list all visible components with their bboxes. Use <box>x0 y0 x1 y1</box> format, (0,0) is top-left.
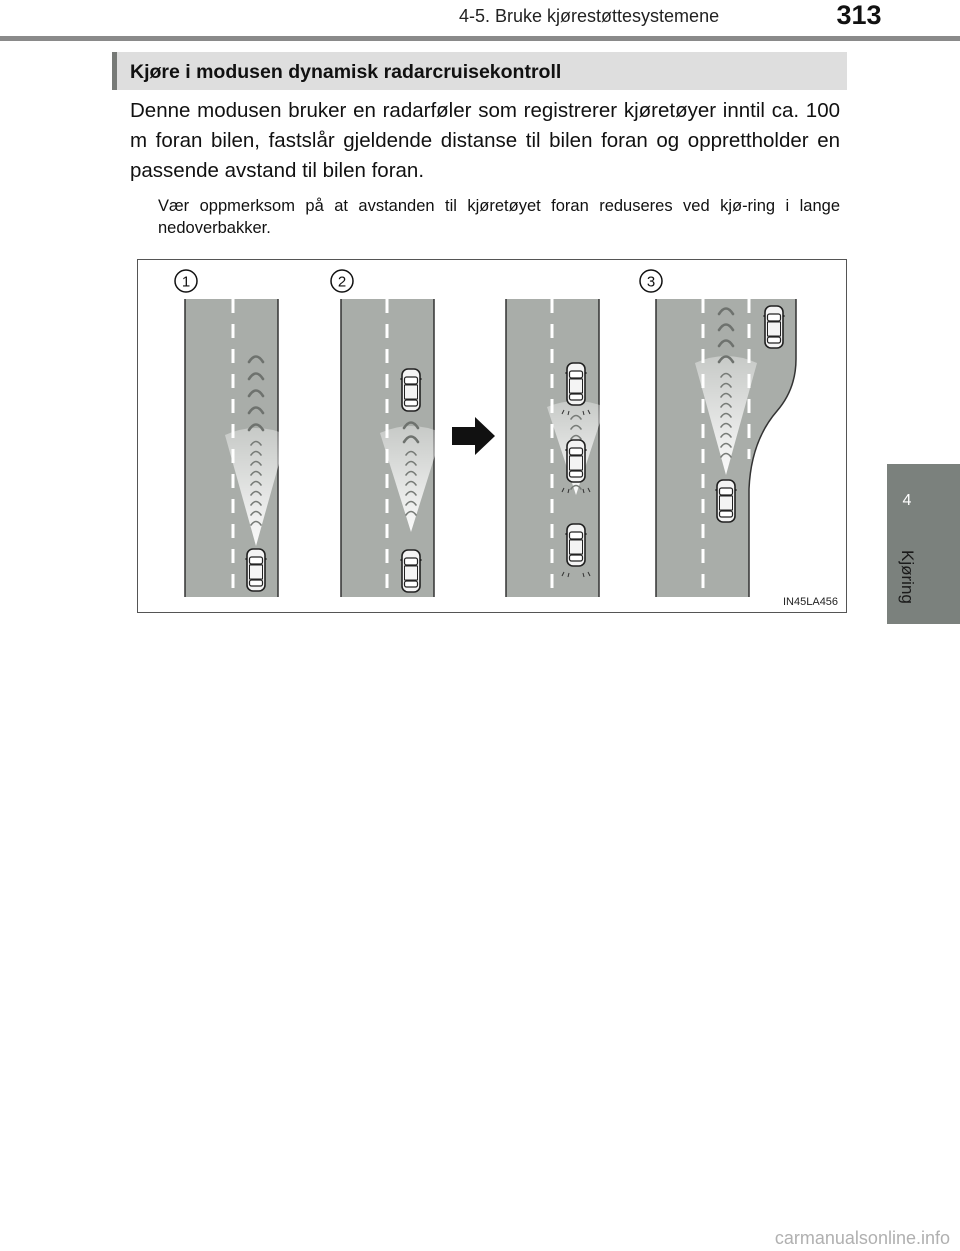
page-number: 313 <box>836 0 882 30</box>
road-scene-1 <box>185 299 287 597</box>
svg-text:1: 1 <box>181 273 191 291</box>
footer-watermark: carmanualsonline.info <box>774 1228 950 1248</box>
body-paragraph: Denne modusen bruker en radarføler som registrerer kjøretøyer inntil ca. 100 m foran bilen, fastslår gjeldende distanse til bilen foran og opprettholder en passende avstand til bilen foran. <box>130 99 840 182</box>
side-tab-number: 4 <box>902 492 912 509</box>
svg-text:2: 2 <box>337 273 347 291</box>
marker-2 <box>331 270 353 292</box>
side-tab-label: Kjøring <box>898 550 917 604</box>
section-title: Kjøre i modusen dynamisk radarcruisekontroll <box>130 61 562 83</box>
radar-cruise-illustration <box>137 259 847 613</box>
marker-3 <box>640 270 662 292</box>
marker-1 <box>175 270 197 292</box>
figure-code: IN45LA456 <box>783 596 839 608</box>
transition-arrow-icon <box>452 417 495 455</box>
road-scene-3 <box>506 299 605 597</box>
svg-text:3: 3 <box>646 273 656 291</box>
note-paragraph: Vær oppmerksom på at avstanden til kjøretøyet foran reduseres ved kjø-ring i lange nedoverbakker. <box>158 197 840 237</box>
road-scene-2 <box>341 299 442 597</box>
road-scene-4 <box>656 299 796 597</box>
chapter-title: 4-5. Bruke kjørestøttesystemene <box>459 6 720 26</box>
header-rule <box>0 36 960 41</box>
